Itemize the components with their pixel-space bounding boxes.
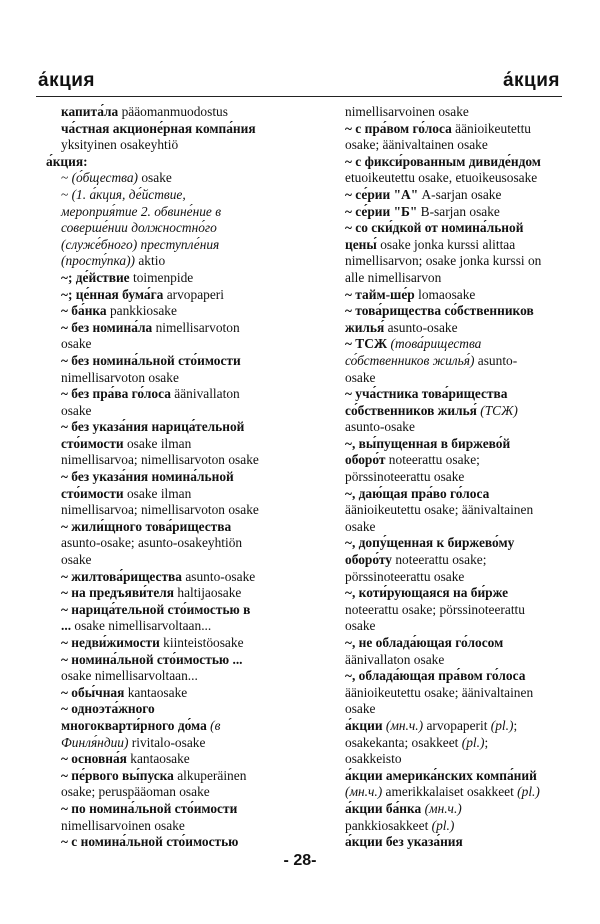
dictionary-line xyxy=(345,303,567,320)
dictionary-line xyxy=(46,320,296,337)
dictionary-line xyxy=(345,104,567,121)
dictionary-line xyxy=(345,452,567,469)
dictionary-line xyxy=(345,320,567,337)
dictionary-line xyxy=(345,419,567,436)
dictionary-line xyxy=(46,104,296,121)
grammar-note: (това́рищества xyxy=(387,336,482,352)
headword: оборо́т xyxy=(345,452,386,468)
headword: а́кции xyxy=(345,717,383,733)
dictionary-line xyxy=(46,170,296,187)
translation: asunto-osake; asunto-osakeyhtiön xyxy=(61,535,243,551)
translation: ~ xyxy=(61,170,72,186)
dictionary-line xyxy=(46,287,296,304)
dictionary-line xyxy=(345,220,567,237)
translation: osake xyxy=(138,170,172,186)
dictionary-line xyxy=(345,237,567,254)
right-column xyxy=(345,104,567,851)
headword: ~ обы́чная xyxy=(61,684,125,700)
translation: osakekanta; osakkeet xyxy=(345,734,462,750)
dictionary-line xyxy=(46,353,296,370)
dictionary-line xyxy=(46,585,296,602)
dictionary-line xyxy=(345,735,567,752)
dictionary-line xyxy=(46,718,296,735)
translation: nimellisarvoinen osake xyxy=(345,104,469,119)
translation: osake nimellisarvoltaan... xyxy=(61,668,198,684)
dictionary-line xyxy=(345,187,567,204)
translation: arvopaperi xyxy=(163,286,224,302)
translation: asunto-osake xyxy=(384,319,458,335)
dictionary-line xyxy=(46,303,296,320)
translation: nimellisarvoinen osake xyxy=(61,817,185,833)
dictionary-line xyxy=(46,336,296,353)
translation: alle nimellisarvon xyxy=(345,269,442,285)
dictionary-line xyxy=(345,170,567,187)
headword: ~, облада́ющая пра́вом го́лоса xyxy=(345,668,526,684)
dictionary-line xyxy=(46,436,296,453)
dictionary-line xyxy=(345,585,567,602)
translation: lomaosake xyxy=(414,286,476,302)
dictionary-line xyxy=(345,701,567,718)
headword: цены́ xyxy=(345,236,377,252)
grammar-note: мероприя́тие 2. обвине́ние в xyxy=(61,203,222,219)
dictionary-line xyxy=(345,652,567,669)
translation: A-sarjan osake xyxy=(418,186,502,202)
headword: ~ ба́нка xyxy=(61,303,107,319)
headword: ~ тайм-ше́р xyxy=(345,286,415,302)
header-divider xyxy=(36,96,562,97)
headword: ~ без номина́льной сто́имости xyxy=(61,352,241,368)
headword: а́кции америка́нских компа́ний xyxy=(345,767,537,783)
translation: pääomanmuodostus xyxy=(118,104,228,119)
dictionary-line xyxy=(46,685,296,702)
dictionary-line xyxy=(46,519,296,536)
dictionary-line xyxy=(345,436,567,453)
grammar-note: (1. а́кция, де́йствие, xyxy=(71,186,186,202)
dictionary-line xyxy=(46,768,296,785)
dictionary-line xyxy=(345,602,567,619)
grammar-note: (мн.ч.) xyxy=(345,784,383,800)
headword: а́кции ба́нка xyxy=(345,800,422,816)
translation: osake ilman xyxy=(123,485,192,501)
headword: со́бственников жилья́ xyxy=(345,402,477,418)
dictionary-line xyxy=(46,187,296,204)
dictionary-line xyxy=(345,552,567,569)
translation: alkuperäinen xyxy=(173,767,247,783)
headword: ~ без указа́ния нарица́тельной xyxy=(61,419,245,435)
translation: kantaosake xyxy=(126,751,190,767)
headword: а́кции без указа́ния xyxy=(345,834,463,850)
translation: kiinteistöosake xyxy=(159,635,244,650)
translation: B-sarjan osake xyxy=(417,203,500,219)
headword: ~ на предъяви́теля xyxy=(61,585,175,601)
dictionary-line xyxy=(46,735,296,752)
translation: pörssinoteerattu osake xyxy=(345,568,465,584)
translation: pörssinoteerattu osake xyxy=(345,469,465,485)
left-column xyxy=(46,104,296,851)
dictionary-line xyxy=(46,403,296,420)
dictionary-line xyxy=(46,469,296,486)
grammar-note: со́бственников жилья́) xyxy=(345,352,475,368)
translation: nimellisarvoa; nimellisarvoton osake xyxy=(61,452,259,468)
grammar-note: (ТСЖ) xyxy=(476,402,518,418)
dictionary-line xyxy=(345,270,567,287)
headword: ~ с номина́льной сто́имостью xyxy=(61,834,239,850)
dictionary-line xyxy=(345,253,567,270)
dictionary-line xyxy=(345,469,567,486)
dictionary-line xyxy=(345,386,567,403)
grammar-note: (в xyxy=(206,717,221,733)
dictionary-line xyxy=(345,519,567,536)
dictionary-line xyxy=(345,718,567,735)
translation: osake; äänivaltainen osake xyxy=(345,137,488,153)
translation: osakkeisto xyxy=(345,751,402,767)
translation: osake jonka kurssi alittaa xyxy=(376,236,516,252)
headword: ~ одноэта́жного xyxy=(61,701,155,717)
translation: nimellisarvoton xyxy=(152,319,240,335)
headword: ~ пе́рвого вы́пуска xyxy=(61,767,174,783)
dictionary-line xyxy=(345,287,567,304)
dictionary-line xyxy=(345,336,567,353)
headword: ~ с пра́вом го́лоса xyxy=(345,120,452,136)
headword: ~ ТСЖ xyxy=(345,336,388,352)
translation: noteerattu osake; pörssinoteerattu xyxy=(345,601,525,617)
dictionary-line xyxy=(46,370,296,387)
dictionary-line xyxy=(46,801,296,818)
headword: ~ без пра́ва го́лоса xyxy=(61,386,171,402)
dictionary-line xyxy=(46,502,296,519)
headword: ~, даю́щая пра́во го́лоса xyxy=(345,485,490,501)
dictionary-line xyxy=(46,668,296,685)
dictionary-line xyxy=(46,701,296,718)
translation: haltijaosake xyxy=(174,585,242,601)
dictionary-line xyxy=(46,253,296,270)
translation: noteerattu osake; xyxy=(385,452,480,468)
translation: osake xyxy=(61,336,92,352)
translation: toimenpide xyxy=(129,269,194,285)
grammar-note: Финля́ндии) xyxy=(61,734,129,750)
headword: ~ номина́льной сто́имостью ... xyxy=(61,651,243,667)
dictionary-line xyxy=(345,486,567,503)
grammar-note: соверше́нии должностно́го xyxy=(61,220,217,236)
translation: asunto-osake xyxy=(181,568,256,584)
translation: ; xyxy=(513,717,518,733)
headword: ~ жилтова́рищества xyxy=(61,568,182,584)
translation: äänioikeutettu osake; äänivaltainen xyxy=(345,684,534,700)
dictionary-line xyxy=(46,452,296,469)
headword: ~ уча́стника това́рищества xyxy=(345,386,508,402)
headword: капита́ла xyxy=(61,104,119,119)
headword: ~ со ски́дкой от номина́льной xyxy=(345,220,524,236)
dictionary-line xyxy=(46,535,296,552)
headword: ~ се́рии "А" xyxy=(345,186,419,202)
dictionary-line xyxy=(46,237,296,254)
dictionary-line xyxy=(345,535,567,552)
translation: osake xyxy=(61,552,92,568)
grammar-note: (pl.) xyxy=(517,784,540,800)
translation: pankkiosakkeet xyxy=(345,817,432,833)
translation: aktio xyxy=(135,253,166,269)
headword: ... xyxy=(61,618,72,634)
headword: многокварти́рного до́ма xyxy=(61,717,207,733)
dictionary-line xyxy=(345,353,567,370)
dictionary-line xyxy=(345,768,567,785)
translation: asunto- xyxy=(474,352,518,368)
dictionary-line xyxy=(46,154,296,171)
dictionary-line xyxy=(46,121,296,138)
dictionary-line xyxy=(345,618,567,635)
grammar-note: (pl.) xyxy=(461,734,485,750)
dictionary-line xyxy=(46,818,296,835)
grammar-note: (мн.ч.) xyxy=(382,717,424,733)
headword: ~ това́рищества со́бственников xyxy=(345,303,534,319)
dictionary-line xyxy=(345,403,567,420)
translation: osake nimellisarvoltaan... xyxy=(71,618,212,634)
dictionary-line xyxy=(345,137,567,154)
translation: osake xyxy=(61,402,92,418)
dictionary-line xyxy=(345,121,567,138)
headword: ~ жили́щного това́рищества xyxy=(61,518,232,534)
dictionary-line xyxy=(345,834,567,851)
headword: ~, не облада́ющая го́лосом xyxy=(345,635,504,650)
grammar-note: (служе́бного) преступле́ния xyxy=(61,236,220,252)
dictionary-line xyxy=(46,602,296,619)
headword: сто́имости xyxy=(61,435,124,451)
headword: ~ се́рии "Б" xyxy=(345,203,418,219)
dictionary-line xyxy=(345,751,567,768)
translation: etuoikeutettu osake, etuoikeusosake xyxy=(345,170,538,186)
translation: äänioikeutettu xyxy=(451,120,531,136)
headword: ~ без указа́ния номина́льной xyxy=(61,469,234,485)
dictionary-line xyxy=(46,751,296,768)
translation: osake xyxy=(345,701,376,717)
dictionary-line xyxy=(46,552,296,569)
page-number: - 28- xyxy=(283,852,317,869)
headword: ~ нарица́тельной сто́имостью в xyxy=(61,601,251,617)
translation: nimellisarvon; osake jonka kurssi on xyxy=(345,253,542,269)
translation: ~ xyxy=(61,186,72,202)
headword: ~, допу́щенная к биржево́му xyxy=(345,535,515,551)
headword: ~, вы́пущенная в биржево́й xyxy=(345,435,511,451)
headword: ~; це́нная бума́га xyxy=(61,286,164,302)
dictionary-line xyxy=(46,784,296,801)
dictionary-line xyxy=(46,635,296,652)
grammar-note: (pl.) xyxy=(490,717,514,733)
dictionary-line xyxy=(345,668,567,685)
header-left-word: а́кция xyxy=(38,70,96,91)
headword: ~ без номина́ла xyxy=(61,319,153,335)
translation: äänioikeutettu osake; äänivaltainen xyxy=(345,502,534,518)
headword: ~ недви́жимости xyxy=(61,635,160,650)
dictionary-line xyxy=(46,652,296,669)
translation: asunto-osake xyxy=(345,419,415,435)
headword: ~; де́йствие xyxy=(61,269,130,285)
headword: ~ основна́я xyxy=(61,751,127,767)
dictionary-line xyxy=(46,618,296,635)
translation: osake xyxy=(345,369,376,385)
translation: osake xyxy=(345,518,376,534)
headword: оборо́ту xyxy=(345,552,392,568)
translation: osake; peruspääoman osake xyxy=(61,784,210,800)
dictionary-line xyxy=(345,502,567,519)
translation: kantaosake xyxy=(124,684,188,700)
dictionary-line xyxy=(345,685,567,702)
translation: rivitalo-osake xyxy=(128,734,206,750)
dictionary-line xyxy=(345,370,567,387)
header-right-word: а́кция xyxy=(502,70,560,91)
grammar-note: (pl.) xyxy=(431,817,455,833)
dictionary-line xyxy=(46,204,296,221)
headword: ~ по номина́льной сто́имости xyxy=(61,800,238,816)
translation: ; xyxy=(484,734,489,750)
dictionary-line xyxy=(46,419,296,436)
dictionary-line xyxy=(46,569,296,586)
headword: ~ с фикси́рованным дивиде́ндом xyxy=(345,153,541,169)
dictionary-line xyxy=(46,270,296,287)
dictionary-line xyxy=(345,801,567,818)
headword: сто́имости xyxy=(61,485,124,501)
translation: amerikkalaiset osakkeet xyxy=(382,784,518,800)
grammar-note: (о́бщества) xyxy=(71,170,139,186)
dictionary-line xyxy=(46,220,296,237)
dictionary-line xyxy=(46,137,296,154)
dictionary-line xyxy=(345,818,567,835)
translation: osake ilman xyxy=(123,435,192,451)
translation: arvopaperit xyxy=(423,717,491,733)
translation: yksityinen osakeyhtiö xyxy=(61,137,179,153)
dictionary-line xyxy=(345,784,567,801)
dictionary-line xyxy=(46,386,296,403)
translation: nimellisarvoton osake xyxy=(61,369,179,385)
headword: ча́стная акционе́рная компа́ния xyxy=(61,120,256,136)
dictionary-line xyxy=(345,635,567,652)
headword: ~, коти́рующаяся на би́рже xyxy=(345,585,509,601)
headword: а́кция: xyxy=(46,153,88,169)
translation: osake xyxy=(345,618,376,634)
grammar-note: (просту́пка)) xyxy=(61,253,136,269)
grammar-note: (мн.ч.) xyxy=(421,800,462,816)
dictionary-line xyxy=(345,154,567,171)
dictionary-line xyxy=(46,834,296,851)
dictionary-line xyxy=(46,486,296,503)
translation: pankkiosake xyxy=(106,303,177,319)
translation: nimellisarvoa; nimellisarvoton osake xyxy=(61,502,259,518)
dictionary-line xyxy=(345,569,567,586)
translation: äänivallaton xyxy=(170,386,240,402)
translation: noteerattu osake; xyxy=(391,552,487,568)
dictionary-line xyxy=(345,204,567,221)
translation: äänivallaton osake xyxy=(345,651,445,667)
headword: жилья́ xyxy=(345,319,385,335)
